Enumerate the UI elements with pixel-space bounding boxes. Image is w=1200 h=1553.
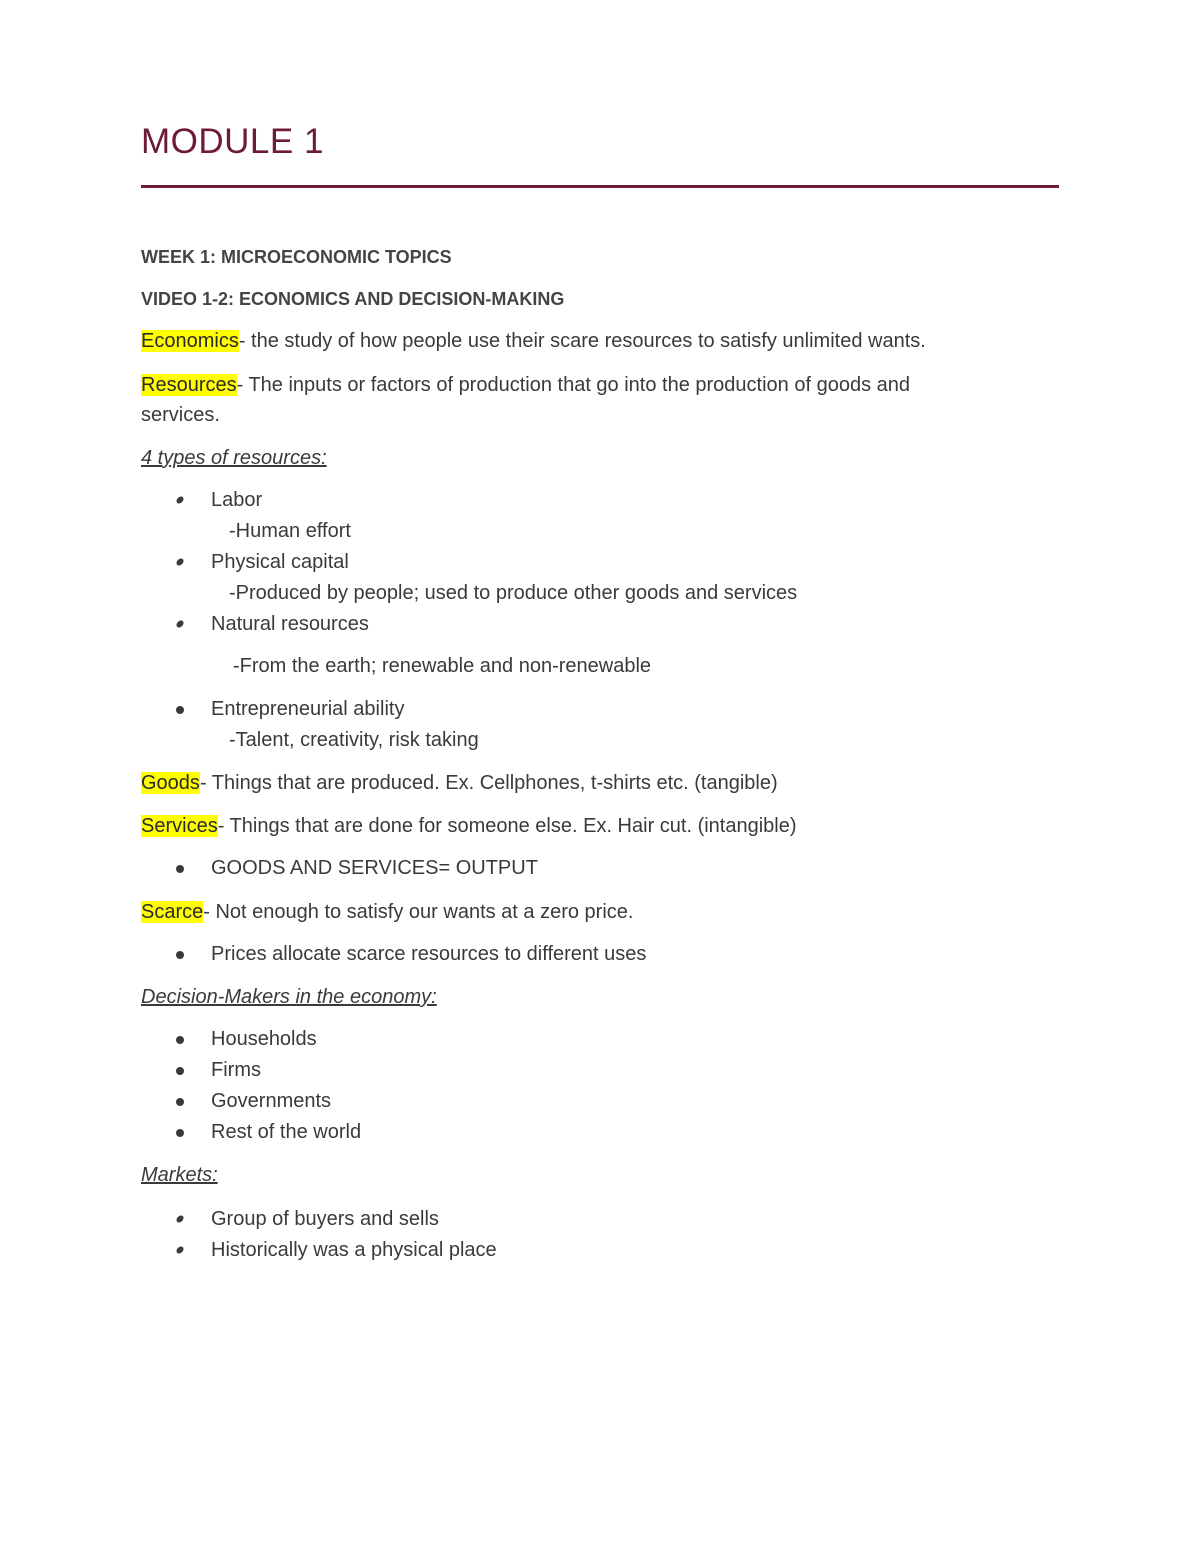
bullet-icon [175,1245,185,1254]
services-text: - Things that are done for someone else. Ex. Hair cut. (intangible) [217,815,797,837]
bullet-icon [175,495,185,504]
resource-type-label: Natural resources [211,613,369,635]
resources-term: Resources [141,374,237,396]
resources-text: - The inputs or factors of production that go into the production of goods and [236,374,911,396]
markets-heading: Markets: [141,1164,218,1186]
decision-maker-item: Rest of the world [211,1121,362,1143]
resource-type-detail: -Talent, creativity, risk taking [229,729,479,751]
services-term: Services [141,815,218,837]
types-heading: 4 types of resources: [141,447,327,469]
bullet-icon [176,706,184,714]
resource-type-label: Entrepreneurial ability [211,698,405,720]
bullet-icon [175,557,185,566]
bullet-icon [175,1214,185,1223]
bullet-icon [175,619,185,628]
bullet-icon [176,1098,184,1106]
markets-item: Group of buyers and sells [211,1208,439,1230]
bullet-icon [176,951,184,959]
bullet-icon [176,1067,184,1075]
economics-definition [141,326,926,357]
goods-definition [141,768,778,799]
decision-maker-item: Firms [211,1059,261,1081]
economics-text: - the study of how people use their scare resources to satisfy unlimited wants. [238,330,926,352]
bullet-icon [176,1129,184,1137]
resource-type-detail: -From the earth; renewable and non-renewable [233,655,652,677]
resources-definition [141,370,910,401]
resource-type-label: Labor [211,489,263,511]
resource-type-detail: -Human effort [229,520,351,542]
video-heading: VIDEO 1-2: ECONOMICS AND DECISION-MAKING [141,289,565,309]
resources-text-cont: services. [141,404,220,426]
resource-type-label: Physical capital [211,551,349,573]
prices-note: Prices allocate scarce resources to different uses [211,943,647,965]
goods-text: - Things that are produced. Ex. Cellphones, t-shirts etc. (tangible) [199,772,778,794]
scarce-term: Scarce [141,901,204,923]
services-definition [141,811,797,842]
page-title: MODULE 1 [141,122,324,161]
output-note: GOODS AND SERVICES= OUTPUT [211,857,538,879]
scarce-definition [141,897,633,928]
goods-term: Goods [141,772,200,794]
economics-term: Economics [141,330,239,352]
resource-type-detail: -Produced by people; used to produce other goods and services [229,582,798,604]
bullet-icon [176,865,184,873]
decision-heading: Decision-Makers in the economy: [141,986,437,1008]
bullet-icon [176,1036,184,1044]
markets-item: Historically was a physical place [211,1239,497,1261]
scarce-text: - Not enough to satisfy our wants at a zero price. [203,901,634,923]
decision-maker-item: Governments [211,1090,332,1112]
title-rule [141,185,1059,188]
week-heading: WEEK 1: MICROECONOMIC TOPICS [141,247,452,267]
decision-maker-item: Households [211,1028,317,1050]
